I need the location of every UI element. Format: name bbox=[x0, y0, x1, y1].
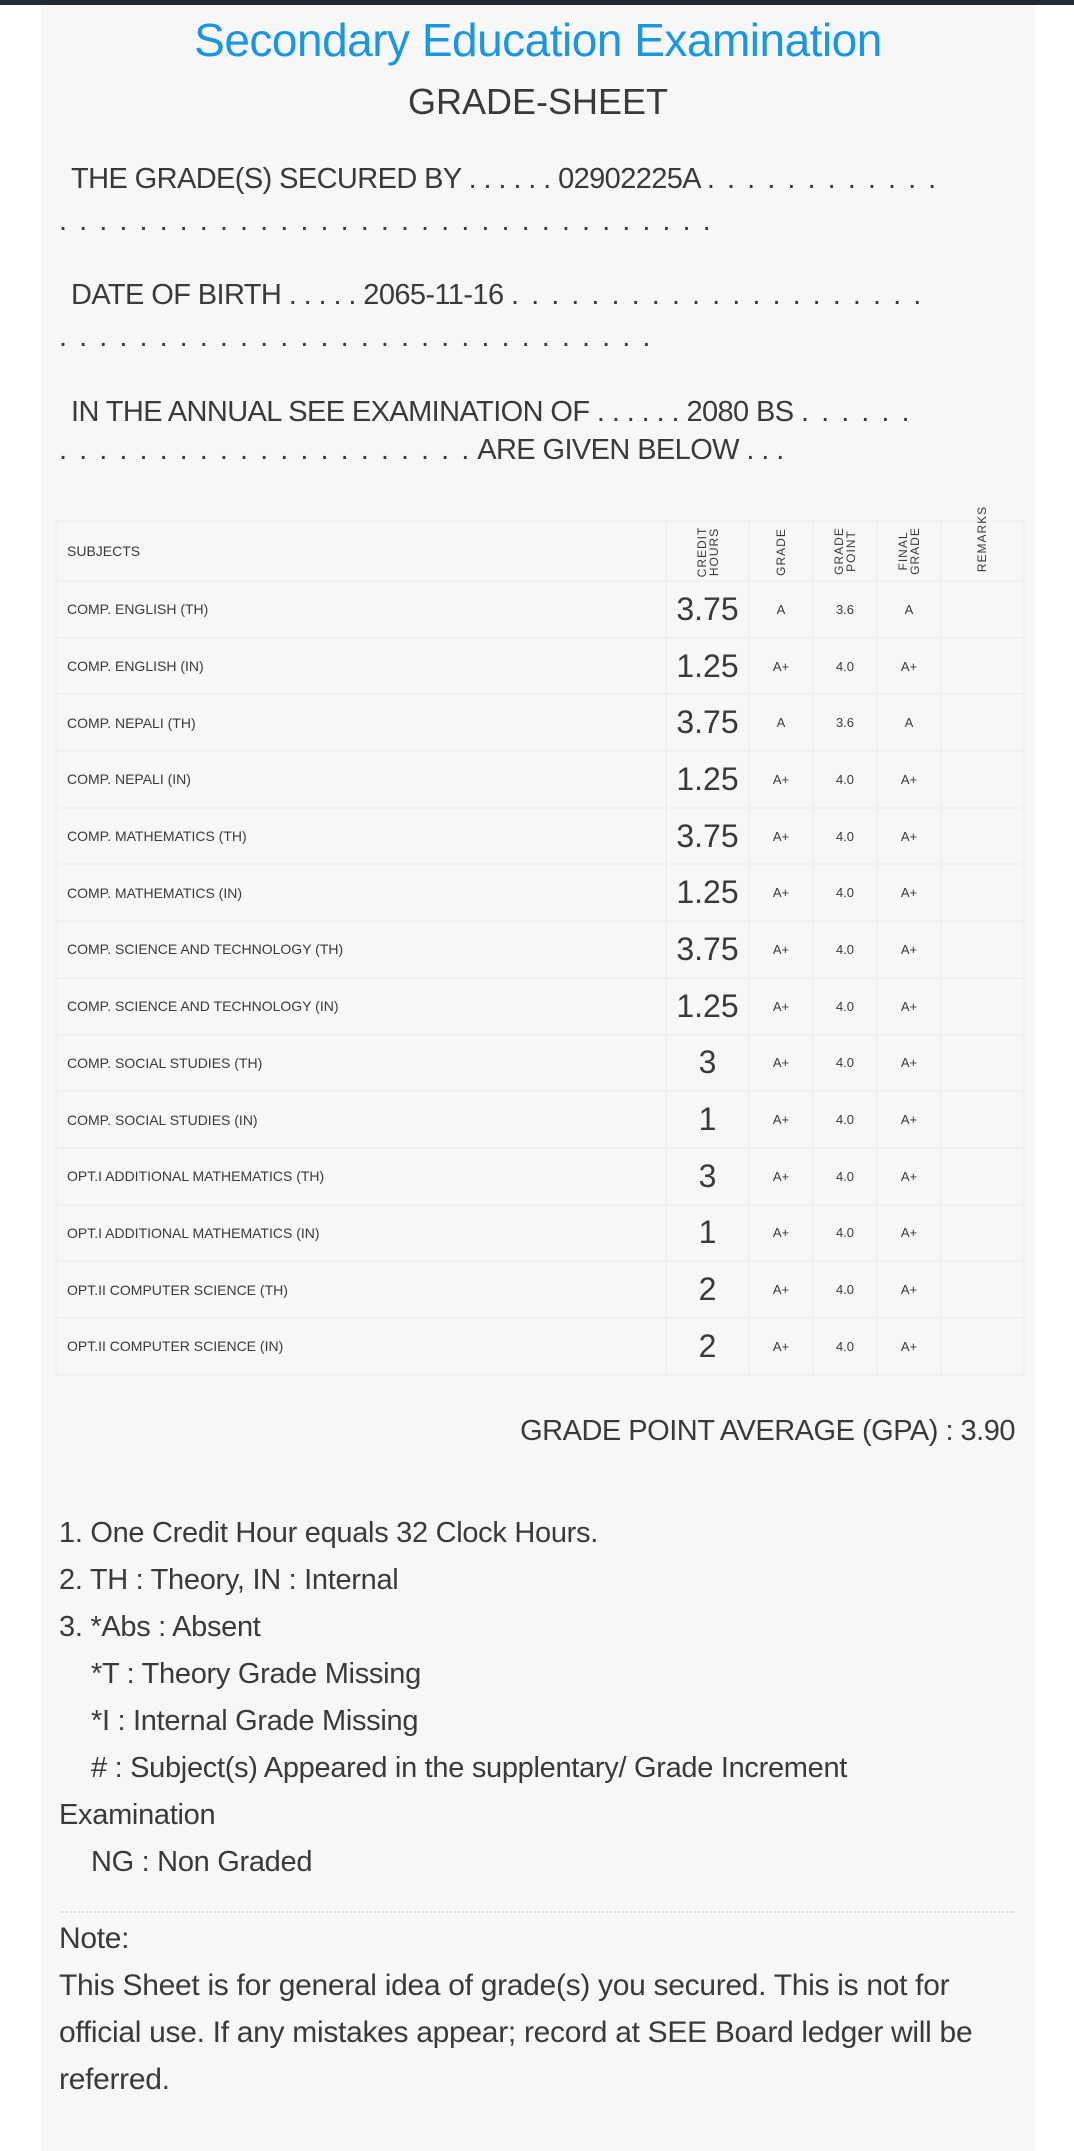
grade-cell: A+ bbox=[749, 864, 813, 921]
subject-cell: COMP. SCIENCE AND TECHNOLOGY (IN) bbox=[56, 978, 666, 1035]
subject-cell: COMP. SOCIAL STUDIES (TH) bbox=[56, 1035, 666, 1092]
grade-point-cell: 4.0 bbox=[813, 864, 877, 921]
subject-cell: COMP. SOCIAL STUDIES (IN) bbox=[56, 1091, 666, 1148]
credit-hours-cell: 3 bbox=[666, 1148, 749, 1205]
subject-cell: COMP. SCIENCE AND TECHNOLOGY (TH) bbox=[56, 921, 666, 978]
remarks-cell bbox=[941, 1205, 1024, 1262]
grade-cell: A bbox=[749, 694, 813, 751]
sheet-subtitle: GRADE-SHEET bbox=[407, 81, 669, 122]
table-row bbox=[56, 808, 1024, 865]
final-grade-cell: A+ bbox=[877, 978, 941, 1035]
remarks-cell bbox=[941, 638, 1024, 695]
table-row bbox=[56, 1205, 1024, 1262]
grade-point-cell: 3.6 bbox=[813, 694, 877, 751]
subject-cell: COMP. MATHEMATICS (TH) bbox=[56, 808, 666, 865]
grades-table bbox=[55, 505, 1025, 1376]
legend-item: NG : Non Graded bbox=[91, 1846, 313, 1878]
table-row bbox=[56, 1091, 1024, 1148]
grade-point-cell: 4.0 bbox=[813, 638, 877, 695]
remarks-cell bbox=[941, 581, 1024, 638]
header-grade: GRADE bbox=[774, 527, 788, 576]
dob-label: DATE OF BIRTH . . . . . bbox=[71, 279, 356, 311]
legend-item: 2. TH : Theory, IN : Internal bbox=[59, 1564, 399, 1596]
table-row bbox=[56, 694, 1024, 751]
credit-hours-cell: 1.25 bbox=[666, 864, 749, 921]
subject-cell: OPT.II COMPUTER SCIENCE (TH) bbox=[56, 1261, 666, 1318]
credit-hours-cell: 3.75 bbox=[666, 581, 749, 638]
credit-hours-cell: 2 bbox=[666, 1261, 749, 1318]
remarks-cell bbox=[941, 1091, 1024, 1148]
credit-hours-cell: 1.25 bbox=[666, 751, 749, 808]
final-grade-cell: A+ bbox=[877, 751, 941, 808]
grade-cell: A+ bbox=[749, 978, 813, 1035]
table-row bbox=[56, 581, 1024, 638]
grade-point-cell: 4.0 bbox=[813, 1205, 877, 1262]
grade-cell: A+ bbox=[749, 1318, 813, 1375]
table-row bbox=[56, 1261, 1024, 1318]
grade-point-cell: 4.0 bbox=[813, 978, 877, 1035]
credit-hours-cell: 3.75 bbox=[666, 921, 749, 978]
credit-hours-cell: 3.75 bbox=[666, 694, 749, 751]
table-row bbox=[56, 1318, 1024, 1375]
dot-leader: . . . . . . bbox=[800, 396, 912, 428]
legend-item: *T : Theory Grade Missing bbox=[91, 1658, 421, 1690]
legend-item: 1. One Credit Hour equals 32 Clock Hours. bbox=[59, 1517, 598, 1549]
grade-cell: A+ bbox=[749, 1091, 813, 1148]
table-row bbox=[56, 864, 1024, 921]
grade-cell: A+ bbox=[749, 1261, 813, 1318]
grade-cell: A+ bbox=[749, 751, 813, 808]
table-row bbox=[56, 751, 1024, 808]
header-subjects: SUBJECTS bbox=[56, 521, 666, 581]
dots-line: . . . . . . . . . . . . . . . . . . . . . . . . . . . . . . . . . bbox=[59, 205, 713, 237]
grade-sheet bbox=[41, 5, 1035, 2151]
given-below: ARE GIVEN BELOW . . . bbox=[477, 434, 784, 466]
remarks-cell bbox=[941, 921, 1024, 978]
note-label: Note: bbox=[59, 1922, 130, 1955]
secured-label: THE GRADE(S) SECURED BY . . . . . . bbox=[71, 163, 551, 195]
remarks-cell bbox=[941, 1035, 1024, 1092]
final-grade-cell: A+ bbox=[877, 638, 941, 695]
remarks-cell bbox=[941, 864, 1024, 921]
note-text: This Sheet is for general idea of grade(s) you secured. This is not for official use. If any mistakes appear; record at SEE Board ledger will be referred. bbox=[59, 1969, 973, 2096]
legend-item: # : Subject(s) Appeared in the supplentary/ Grade Increment bbox=[91, 1752, 848, 1784]
final-grade-cell: A+ bbox=[877, 808, 941, 865]
final-grade-cell: A+ bbox=[877, 1205, 941, 1262]
grade-point-cell: 4.0 bbox=[813, 921, 877, 978]
dob-value: 2065-11-16 bbox=[363, 279, 504, 311]
remarks-cell bbox=[941, 1318, 1024, 1375]
header-remarks: REMARKS bbox=[975, 505, 990, 573]
final-grade-cell: A+ bbox=[877, 1091, 941, 1148]
grade-cell: A+ bbox=[749, 921, 813, 978]
divider bbox=[59, 1911, 1015, 1913]
grade-cell: A bbox=[749, 581, 813, 638]
table-header bbox=[56, 521, 1024, 581]
header-final-grade: FINAL GRADE bbox=[896, 526, 922, 575]
subject-cell: COMP. ENGLISH (TH) bbox=[56, 581, 666, 638]
dots-line: . . . . . . . . . . . . . . . . . . . . . . . . . . . . . . bbox=[59, 321, 653, 353]
subject-cell: COMP. ENGLISH (IN) bbox=[56, 638, 666, 695]
gpa: GRADE POINT AVERAGE (GPA) : 3.90 bbox=[520, 1415, 1015, 1447]
grade-cell: A+ bbox=[749, 808, 813, 865]
dot-leader: . . . . . . . . . . . . . . . . . . . . . bbox=[59, 434, 472, 466]
final-grade-cell: A+ bbox=[877, 1261, 941, 1318]
final-grade-cell: A+ bbox=[877, 1035, 941, 1092]
table-row bbox=[56, 1148, 1024, 1205]
subject-cell: OPT.II COMPUTER SCIENCE (IN) bbox=[56, 1318, 666, 1375]
table-row bbox=[56, 921, 1024, 978]
table-row bbox=[56, 638, 1024, 695]
note bbox=[59, 1915, 1019, 2103]
credit-hours-cell: 3 bbox=[666, 1035, 749, 1092]
symbol-number: 02902225A bbox=[558, 163, 700, 195]
secured-by-line bbox=[71, 163, 1011, 196]
credit-hours-cell: 1.25 bbox=[666, 978, 749, 1035]
remarks-cell bbox=[941, 694, 1024, 751]
grade-point-cell: 4.0 bbox=[813, 1091, 877, 1148]
remarks-cell bbox=[941, 1148, 1024, 1205]
header-credit-hours: CREDIT HOURS bbox=[694, 526, 721, 577]
final-grade-cell: A+ bbox=[877, 1148, 941, 1205]
credit-hours-cell: 1.25 bbox=[666, 638, 749, 695]
given-below-line bbox=[59, 434, 999, 467]
grade-point-cell: 4.0 bbox=[813, 751, 877, 808]
exam-label: IN THE ANNUAL SEE EXAMINATION OF . . . . . . bbox=[71, 396, 679, 428]
grade-cell: A+ bbox=[749, 638, 813, 695]
credit-hours-cell: 1 bbox=[666, 1205, 749, 1262]
credit-hours-cell: 2 bbox=[666, 1318, 749, 1375]
exam-title: Secondary Education Examination bbox=[194, 14, 882, 66]
subject-cell: COMP. NEPALI (TH) bbox=[56, 694, 666, 751]
credit-hours-cell: 3.75 bbox=[666, 808, 749, 865]
subject-cell: OPT.I ADDITIONAL MATHEMATICS (IN) bbox=[56, 1205, 666, 1262]
grade-point-cell: 4.0 bbox=[813, 1035, 877, 1092]
table-row bbox=[56, 1035, 1024, 1092]
grade-point-cell: 4.0 bbox=[813, 1148, 877, 1205]
dob-line bbox=[71, 279, 1011, 312]
subject-cell: COMP. MATHEMATICS (IN) bbox=[56, 864, 666, 921]
grade-point-cell: 3.6 bbox=[813, 581, 877, 638]
subject-cell: COMP. NEPALI (IN) bbox=[56, 751, 666, 808]
legend-item: *I : Internal Grade Missing bbox=[91, 1705, 419, 1737]
grade-cell: A+ bbox=[749, 1205, 813, 1262]
grade-point-cell: 4.0 bbox=[813, 808, 877, 865]
header-grade-point: GRADE POINT bbox=[832, 526, 858, 575]
final-grade-cell: A bbox=[877, 694, 941, 751]
grade-point-cell: 4.0 bbox=[813, 1261, 877, 1318]
grade-cell: A+ bbox=[749, 1035, 813, 1092]
legend-item: Examination bbox=[59, 1799, 216, 1831]
final-grade-cell: A+ bbox=[877, 921, 941, 978]
subject-cell: OPT.I ADDITIONAL MATHEMATICS (TH) bbox=[56, 1148, 666, 1205]
remarks-cell bbox=[941, 1261, 1024, 1318]
final-grade-cell: A bbox=[877, 581, 941, 638]
final-grade-cell: A+ bbox=[877, 864, 941, 921]
dot-leader: . . . . . . . . . . . . bbox=[706, 163, 939, 195]
remarks-cell bbox=[941, 978, 1024, 1035]
remarks-cell bbox=[941, 808, 1024, 865]
dot-leader: . . . . . . . . . . . . . . . . . . . . . bbox=[510, 279, 924, 311]
legend-item: 3. *Abs : Absent bbox=[59, 1611, 261, 1643]
grade-cell: A+ bbox=[749, 1148, 813, 1205]
table-row bbox=[56, 978, 1024, 1035]
exam-year: 2080 BS bbox=[686, 396, 794, 428]
exam-line bbox=[71, 396, 1011, 429]
final-grade-cell: A+ bbox=[877, 1318, 941, 1375]
credit-hours-cell: 1 bbox=[666, 1091, 749, 1148]
remarks-cell bbox=[941, 751, 1024, 808]
grade-point-cell: 4.0 bbox=[813, 1318, 877, 1375]
legend bbox=[59, 1510, 1019, 1886]
